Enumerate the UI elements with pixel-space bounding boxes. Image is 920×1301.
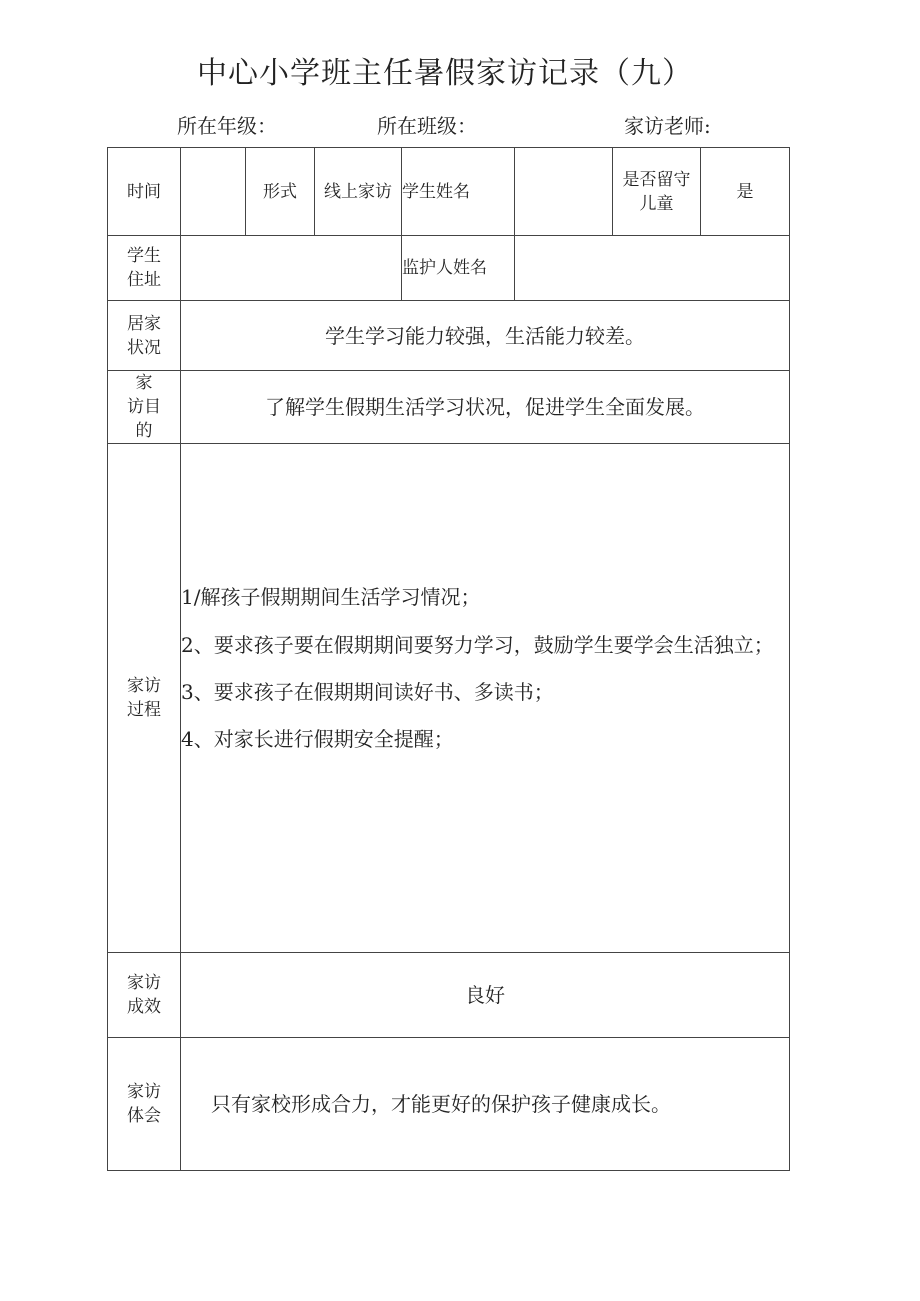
process-item: 2、要求孩子要在假期期间要努力学习，鼓励学生要学会生活独立； [181, 633, 774, 657]
visit-result-value: 良好 [181, 953, 790, 1038]
student-name-label: 学生姓名 [402, 148, 515, 236]
visit-purpose-label: 家 访目的 [108, 371, 181, 444]
left-behind-value: 是 [701, 148, 790, 236]
table-row [108, 1038, 790, 1171]
time-label: 时间 [108, 148, 181, 236]
form-label: 形式 [246, 148, 315, 236]
address-label: 学生住址 [108, 236, 181, 301]
visit-purpose-value: 了解学生假期生活学习状况，促进学生全面发展。 [181, 371, 790, 444]
teacher-label: 家访老师: [624, 114, 711, 138]
table-row [108, 148, 790, 236]
visit-record-table [107, 147, 790, 1171]
process-item: 4、对家长进行假期安全提醒； [181, 727, 454, 751]
home-status-value: 学生学习能力较强，生活能力较差。 [181, 301, 790, 371]
grade-label: 所在年级： [177, 114, 277, 138]
guardian-label: 监护人姓名 [402, 236, 515, 301]
guardian-value[interactable] [515, 236, 790, 301]
left-behind-label: 是否留守儿童 [613, 148, 701, 236]
process-item: 1/解孩子假期期间生活学习情况； [181, 585, 481, 609]
table-row [108, 953, 790, 1038]
student-name-value[interactable] [515, 148, 613, 236]
visit-reflection-label: 家访体会 [108, 1038, 181, 1171]
page-title: 中心小学班主任暑假家访记录（九） [197, 56, 693, 91]
visit-reflection-value: 只有家校形成合力，才能更好的保护孩子健康成长。 [181, 1038, 790, 1171]
process-item: 3、要求孩子在假期期间读好书、多读书； [181, 680, 554, 704]
home-status-label: 居家状况 [108, 301, 181, 371]
class-label: 所在班级： [377, 114, 477, 138]
table-row [108, 236, 790, 301]
time-value[interactable] [181, 148, 246, 236]
visit-result-label: 家访成效 [108, 953, 181, 1038]
visit-process-label: 家访过程 [108, 444, 181, 953]
table-row [108, 301, 790, 371]
form-value: 线上家访 [315, 148, 402, 236]
table-row [108, 444, 790, 953]
visit-process-content [181, 444, 790, 953]
table-row [108, 371, 790, 444]
address-value[interactable] [181, 236, 402, 301]
